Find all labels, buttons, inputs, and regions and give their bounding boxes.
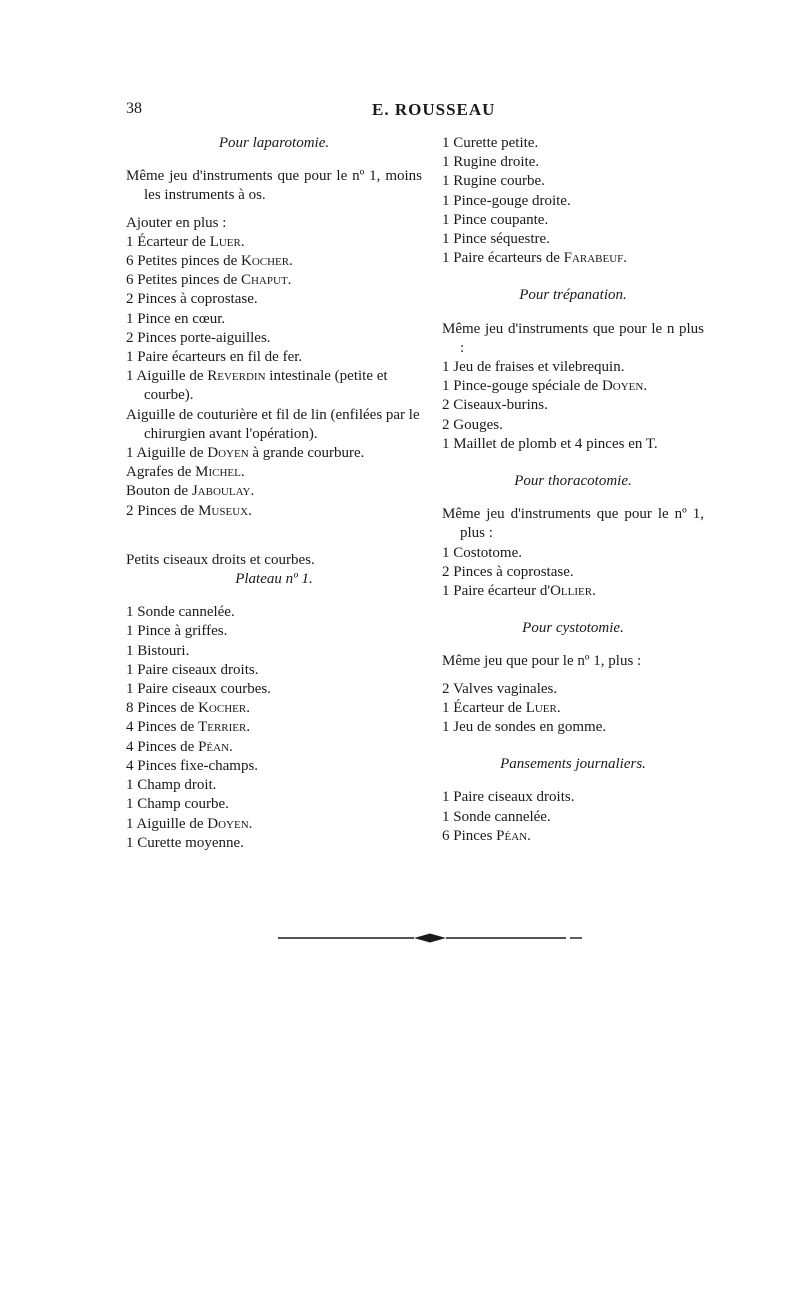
page-header	[126, 100, 702, 124]
right-column	[442, 134, 704, 846]
item-text: 1 Champ droit.	[126, 777, 217, 794]
list-item	[442, 230, 704, 249]
item-name-smallcaps: Michel	[195, 464, 241, 481]
item-name-smallcaps: Chaput	[240, 272, 288, 289]
item-text: Bouton de	[126, 483, 192, 500]
cystotomie-list	[442, 680, 704, 738]
item-name-smallcaps: Ollier	[550, 583, 593, 600]
item-tail: .	[248, 815, 253, 832]
list-item	[442, 377, 704, 396]
list-item	[126, 367, 422, 405]
item-text: 1 Paire ciseaux droits.	[126, 661, 259, 678]
item-name-smallcaps: Farabeuf	[563, 250, 624, 267]
list-item	[126, 776, 422, 795]
item-name-smallcaps: Luer	[209, 233, 241, 250]
list-item	[126, 348, 422, 367]
list-item	[442, 435, 704, 454]
list-item	[442, 396, 704, 415]
thoracotomie-list	[442, 544, 704, 602]
list-item	[126, 622, 422, 641]
item-text: 2 Gouges.	[442, 416, 503, 433]
item-text: 8 Pinces de	[126, 700, 199, 717]
list-item	[442, 358, 704, 377]
item-tail: .	[643, 378, 648, 395]
item-text: 1 Curette moyenne.	[126, 834, 244, 851]
item-tail: intestinale (petite et courbe).	[144, 368, 388, 404]
item-text: 1 Sonde cannelée.	[126, 604, 235, 621]
item-tail: .	[592, 583, 596, 600]
list-item	[442, 544, 704, 563]
item-name-smallcaps: Jaboulay	[191, 483, 251, 500]
item-text: 2 Pinces porte-aiguilles.	[126, 329, 271, 346]
item-text: 1 Pince-gouge droite.	[442, 192, 571, 209]
item-name-smallcaps: Doyen	[207, 815, 249, 832]
item-text: 1 Costotome.	[442, 544, 523, 561]
right-top-list	[442, 134, 704, 268]
list-item	[126, 834, 422, 853]
section-heading-thoracotomie: Pour thoracotomie.	[514, 473, 632, 490]
item-tail: .	[287, 272, 292, 289]
item-text: 4 Pinces de	[126, 738, 199, 755]
list-item	[126, 482, 422, 501]
thoracotomie-intro: Même jeu d'instruments que pour le nº 1, plus :	[442, 506, 704, 542]
item-name-smallcaps: Kocher	[198, 700, 247, 717]
item-text: 1 Aiguille de	[126, 445, 208, 462]
page-number: 38	[126, 100, 142, 117]
item-text: 1 Bistouri.	[126, 642, 190, 659]
list-item	[126, 795, 422, 814]
list-item	[126, 757, 422, 776]
item-tail: .	[623, 250, 628, 267]
trepanation-list	[442, 358, 704, 454]
list-item	[126, 444, 422, 463]
list-item	[442, 718, 704, 737]
item-text: Agrafes de	[126, 464, 196, 481]
list-item	[442, 788, 704, 807]
list-item	[126, 680, 422, 699]
list-item	[126, 603, 422, 622]
item-text: 1 Maillet de plomb et 4 pinces en T.	[442, 435, 658, 452]
list-item	[442, 416, 704, 435]
item-tail: à grande courbure.	[248, 445, 365, 462]
item-tail: .	[248, 502, 252, 519]
item-text: 2 Pinces à coprostase.	[442, 563, 574, 580]
item-text: 1 Sonde cannelée.	[442, 808, 551, 825]
petits-ciseaux-line: Petits ciseaux droits et courbes.	[126, 551, 315, 568]
item-tail: .	[556, 699, 561, 716]
item-text: 1 Paire ciseaux courbes.	[126, 681, 271, 698]
item-tail: .	[240, 233, 245, 250]
item-name-smallcaps: Museux	[198, 502, 249, 519]
item-text: 4 Pinces fixe-champs.	[126, 757, 259, 774]
item-text: 4 Pinces de	[126, 719, 199, 736]
item-text: 1 Pince coupante.	[442, 211, 549, 228]
section-heading-plateau: Plateau nº 1.	[235, 571, 313, 588]
item-text: 1 Écarteur de	[442, 699, 526, 716]
item-text: 2 Pinces à coprostase.	[126, 291, 258, 308]
plateau-list	[126, 603, 422, 853]
list-item	[126, 661, 422, 680]
item-tail: .	[527, 827, 531, 844]
list-item	[442, 563, 704, 582]
item-text: 1 Pince-gouge spéciale de	[442, 378, 602, 395]
list-item	[126, 699, 422, 718]
item-text: 2 Pinces de	[126, 502, 199, 519]
item-name-smallcaps: Doyen	[207, 445, 249, 462]
item-text: 1 Paire écarteur d'	[442, 583, 551, 600]
trepanation-intro: Même jeu d'instruments que pour le n plus :	[442, 320, 704, 356]
item-text: 1 Pince séquestre.	[442, 231, 550, 248]
list-item	[442, 827, 704, 846]
laparotomie-intro: Même jeu d'instruments que pour le nº 1, moins les instruments à os.	[126, 168, 422, 204]
section-heading-laparotomie: Pour laparotomie.	[218, 135, 330, 151]
section-heading-cystotomie: Pour cystotomie.	[522, 620, 624, 637]
list-item	[442, 249, 704, 268]
left-column	[126, 134, 422, 853]
item-text: 1 Rugine droite.	[442, 154, 540, 171]
item-name-smallcaps: Kocher	[240, 253, 290, 270]
item-text: 6 Petites pinces de	[126, 253, 241, 270]
list-item	[442, 153, 704, 172]
item-text: 2 Valves vaginales.	[442, 680, 558, 697]
item-tail: .	[246, 700, 250, 717]
item-text: 6 Pinces	[442, 827, 497, 844]
item-text: 1 Paire ciseaux droits.	[442, 789, 575, 806]
list-item	[442, 134, 704, 153]
item-text: 1 Champ courbe.	[126, 796, 229, 813]
item-tail: .	[229, 738, 233, 755]
list-item	[126, 406, 422, 444]
item-tail: .	[246, 719, 251, 736]
list-item	[126, 252, 422, 271]
list-item	[126, 329, 422, 348]
running-title: E. ROUSSEAU	[372, 100, 496, 119]
item-text: 1 Paire écarteurs en fil de fer.	[126, 349, 303, 366]
cystotomie-intro: Même jeu que pour le nº 1, plus :	[442, 653, 642, 670]
item-text: 1 Curette petite.	[442, 135, 539, 151]
list-item	[126, 233, 422, 252]
list-item	[126, 463, 422, 482]
ajouter-line: Ajouter en plus :	[126, 214, 227, 231]
list-item	[126, 815, 422, 834]
list-item	[126, 290, 422, 309]
list-item	[442, 680, 704, 699]
list-item	[126, 310, 422, 329]
pansements-list	[442, 788, 704, 846]
list-item	[442, 211, 704, 230]
laparotomie-list	[126, 233, 422, 521]
item-text: 1 Rugine courbe.	[442, 173, 545, 190]
list-item	[126, 642, 422, 661]
item-text: 2 Ciseaux-burins.	[442, 397, 548, 414]
list-item	[126, 502, 422, 521]
list-item	[442, 192, 704, 211]
item-text: 1 Écarteur de	[126, 233, 210, 250]
item-name-smallcaps: Doyen	[601, 378, 644, 395]
list-item	[126, 718, 422, 737]
item-text: 1 Pince à griffes.	[126, 623, 228, 640]
item-text: 1 Paire écarteurs de	[442, 250, 564, 267]
list-item	[442, 582, 704, 601]
end-ornament	[278, 931, 582, 945]
item-text: 6 Petites pinces de	[126, 272, 241, 289]
item-text: 1 Pince en cœur.	[126, 310, 226, 327]
section-heading-pansements: Pansements journaliers.	[500, 756, 646, 773]
item-name-smallcaps: Terrier	[198, 719, 247, 736]
list-item	[442, 808, 704, 827]
item-tail: .	[240, 464, 245, 481]
list-item	[442, 172, 704, 191]
item-tail: .	[289, 253, 293, 270]
item-text: 1 Jeu de sondes en gomme.	[442, 719, 607, 736]
item-name-smallcaps: Reverdin	[207, 368, 266, 385]
item-text: 1 Aiguille de	[126, 815, 208, 832]
item-text: 1 Jeu de fraises et vilebrequin.	[442, 359, 625, 376]
item-text: Aiguille de couturière et fil de lin (enfilées par le chirurgien avant l'opération).	[126, 406, 420, 442]
item-text: 1 Aiguille de	[126, 368, 208, 385]
item-name-smallcaps: Péan	[198, 738, 230, 755]
item-name-smallcaps: Péan	[496, 827, 528, 844]
list-item	[442, 699, 704, 718]
section-heading-trepanation: Pour trépanation.	[519, 287, 627, 304]
item-name-smallcaps: Luer	[525, 699, 557, 716]
list-item	[126, 738, 422, 757]
item-tail: .	[250, 483, 255, 500]
list-item	[126, 271, 422, 290]
